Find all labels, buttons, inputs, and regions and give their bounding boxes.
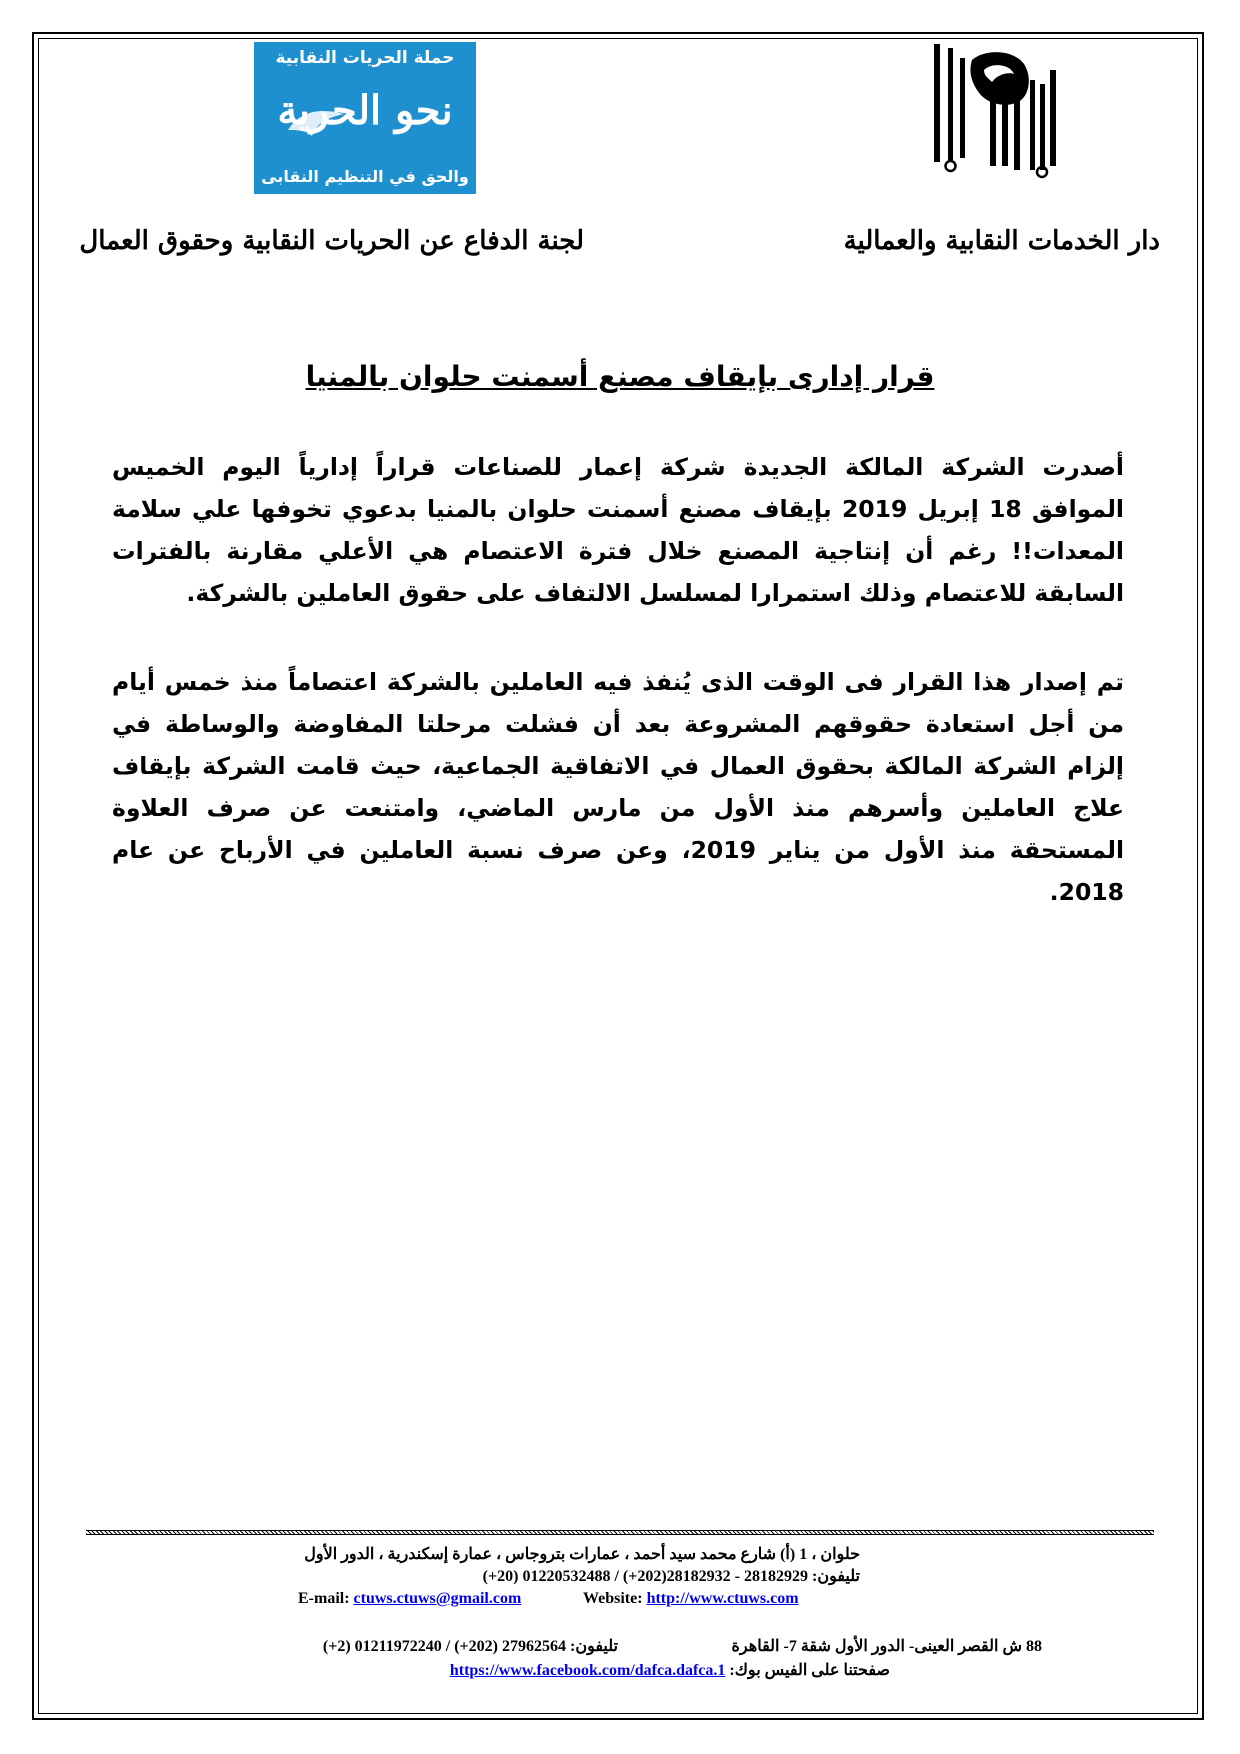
footer-phone-label-2: تليفون: [569,1638,618,1655]
left-organization-name: لجنة الدفاع عن الحريات النقابية وحقوق العمال [79,226,584,256]
document-title-text: قرار إدارى بإيقاف مصنع أسمنت حلوان بالمنيا [305,360,935,393]
footer-facebook-line [450,1660,890,1680]
right-organization-name: دار الخدمات النقابية والعمالية [843,226,1160,256]
union-house-logo [926,40,1060,190]
footer-website-link[interactable]: http://www.ctuws.com [646,1590,799,1607]
footer-facebook-label: صفحتنا على الفيس بوك: [729,1662,890,1679]
document-title [0,360,1240,393]
footer-phones-2 [323,1636,618,1656]
footer-phones-1 [483,1566,860,1586]
footer-email-label: E-mail: [298,1590,350,1607]
footer-address-1: حلوان ، 1 (أ) شارع محمد سيد أحمد ، عمارات بتروجاس ، عمارة إسكندرية ، الدور الأول [304,1546,860,1563]
footer-divider [86,1530,1154,1535]
campaign-logo-main-text: نحو الحرية [277,87,453,134]
footer-contact-line [298,1590,799,1608]
campaign-logo [254,42,476,194]
body-paragraph-1: أصدرت الشركة المالكة الجديدة شركة إعمار للصناعات قراراً إدارياً اليوم الخميس الموافق 18 إبريل 2019 بإيقاف مصنع أسمنت حلوان بالمنيا بدعوي تخوفها علي سلامة المعدات!! رغم أن إنتاجية المصنع خلال فترة الاعتصام هي الأعلي مقارنة بالفترات السابقة للاعتصام وذلك استمرارا لمسلسل الالتفاف على حقوق العاملين بالشركة. [112,453,1124,607]
campaign-logo-bottom-text: والحق في التنظيم النقابى [261,167,469,186]
campaign-logo-top-text: حملة الحريات النقابية [275,48,455,68]
footer-email-link[interactable]: ctuws.ctuws@gmail.com [353,1590,522,1607]
footer-phone-numbers-2: 27962564 (202+) / 01211972240 (2+) [322,1638,566,1655]
footer-website-label: Website: [583,1590,643,1607]
footer-address-2: 88 ش القصر العينى- الدور الأول شقة 7- القاهرة [731,1638,1042,1655]
footer-phone-numbers-1: 28182929 - 28182932(202+) / 01220532488 (20+) [482,1568,808,1585]
footer-phone-label-1: تليفون: [811,1568,860,1585]
body-paragraph-2: تم إصدار هذا القرار فى الوقت الذى يُنفذ فيه العاملين بالشركة اعتصاماً منذ خمس أيام من أجل استعادة حقوقهم المشروعة بعد أن فشلت مرحلتا المفاوضة والوساطة في إلزام الشركة المالكة بحقوق العمال في الاتفاقية الجماعية، حيث قامت الشركة بإيقاف علاج العاملين وأسرهم منذ الأول من مارس الماضي، وامتنعت عن صرف العلاوة المستحقة منذ الأول من يناير 2019، وعن صرف نسبة العاملين في الأرباح عن عام 2018. [112,668,1124,906]
footer-facebook-link[interactable]: https://www.facebook.com/dafca.dafca.1 [449,1662,726,1679]
